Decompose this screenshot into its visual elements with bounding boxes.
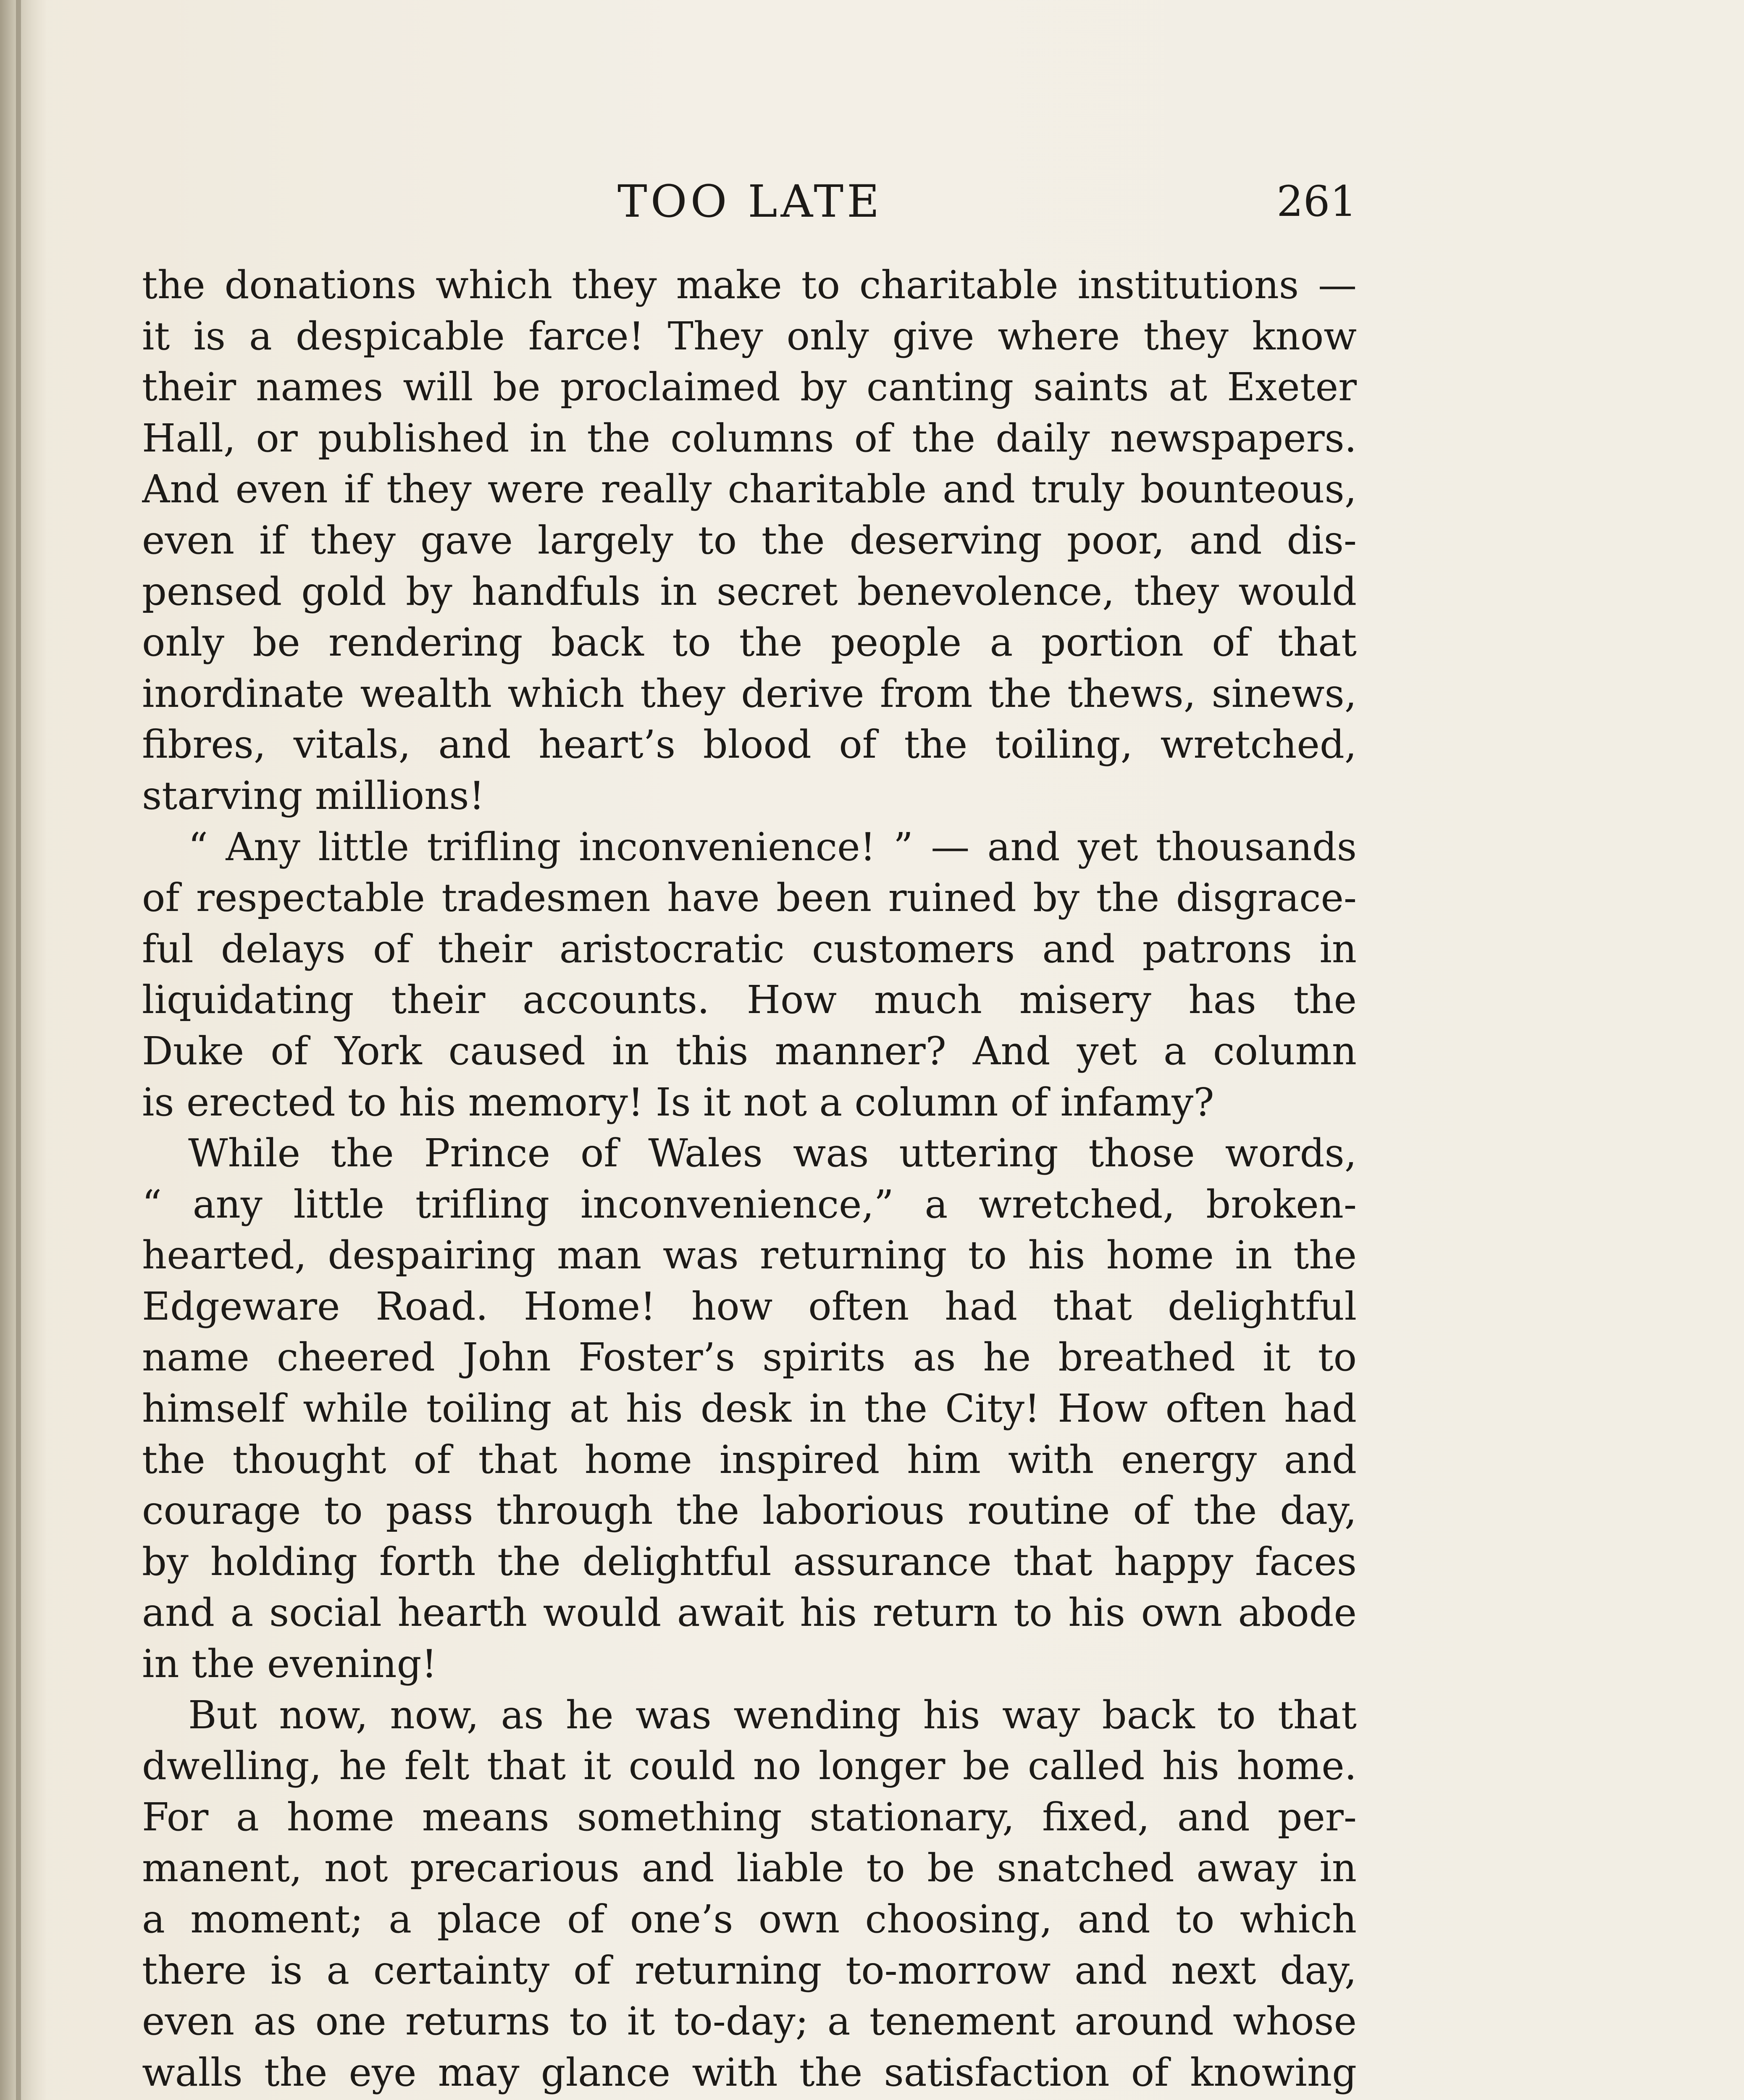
text-line: name cheered John Foster’s spirits as he breathed it to (142, 1335, 1357, 1380)
running-title: TOO LATE (617, 176, 883, 227)
binding-gutter-line (16, 0, 21, 2100)
text-line: fibres, vitals, and heart’s blood of the toiling, wretched, (142, 722, 1357, 767)
text-line: hearted, despairing man was returning to his home in the (142, 1233, 1357, 1278)
text-line: of respectable tradesmen have been ruined by the disgrace- (142, 875, 1357, 921)
text-line: the donations which they make to charitable institutions — (142, 262, 1357, 307)
text-line: courage to pass through the laborious routine of the day, (142, 1488, 1357, 1533)
text-line: and a social hearth would await his return to his own abode (142, 1590, 1357, 1635)
text-line: For a home means something stationary, fixed, and per- (142, 1794, 1357, 1840)
text-line: even as one returns to it to-day; a tenement around whose (142, 1999, 1357, 2044)
paragraph-end-line: is erected to his memory! Is it not a column of infamy? (142, 1079, 1214, 1125)
text-line: And even if they were really charitable and truly bounteous, (142, 467, 1357, 512)
text-line: Duke of York caused in this manner? And yet a column (142, 1028, 1357, 1074)
body-text (142, 260, 1357, 2100)
text-line: pensed gold by handfuls in secret benevolence, they would (142, 569, 1357, 614)
text-line: even if they gave largely to the deserving poor, and dis- (142, 517, 1357, 563)
text-line: the thought of that home inspired him with energy and (142, 1437, 1357, 1482)
paragraph-start-line: “ Any little trifling inconvenience! ” — and yet thousands (188, 824, 1357, 869)
text-line: Edgeware Road. Home! how often had that delightful (142, 1284, 1357, 1329)
text-line: by holding forth the delightful assurance that happy faces (142, 1539, 1357, 1584)
paragraph-start-line: But now, now, as he was wending his way back to that (188, 1692, 1357, 1738)
text-line: ful delays of their aristocratic customers and patrons in (142, 926, 1357, 971)
text-line: only be rendering back to the people a portion of that (142, 620, 1357, 665)
text-line: inordinate wealth which they derive from the thews, sinews, (142, 671, 1357, 716)
paragraph-end-line: in the evening! (142, 1641, 437, 1687)
text-line: “ any little trifling inconvenience,” a wretched, broken- (142, 1181, 1357, 1227)
text-line: walls the eye may glance with the satisfaction of knowing (142, 2050, 1357, 2095)
text-line: it is a despicable farce! They only give where they know (142, 313, 1357, 359)
text-line: there is a certainty of returning to-morrow and next day, (142, 1948, 1357, 1993)
book-binding-edge (0, 0, 46, 2100)
text-line: a moment; a place of one’s own choosing, and to which (142, 1897, 1357, 1942)
running-head (143, 172, 1357, 231)
paragraph-start-line: While the Prince of Wales was uttering those words, (188, 1131, 1357, 1176)
text-line: manent, not precarious and liable to be snatched away in (142, 1845, 1357, 1891)
text-line: their names will be proclaimed by canting saints at Exeter (142, 365, 1357, 410)
text-line: dwelling, he felt that it could no longer be called his home. (142, 1743, 1357, 1789)
text-line: liquidating their accounts. How much misery has the (142, 977, 1357, 1023)
text-line: Hall, or published in the columns of the daily newspapers. (142, 415, 1357, 461)
text-line: himself while toiling at his desk in the City! How often had (142, 1386, 1357, 1431)
page-number: 261 (1276, 177, 1357, 226)
paragraph-end-line: starving millions! (142, 773, 485, 818)
text-line (142, 2098, 1357, 2100)
